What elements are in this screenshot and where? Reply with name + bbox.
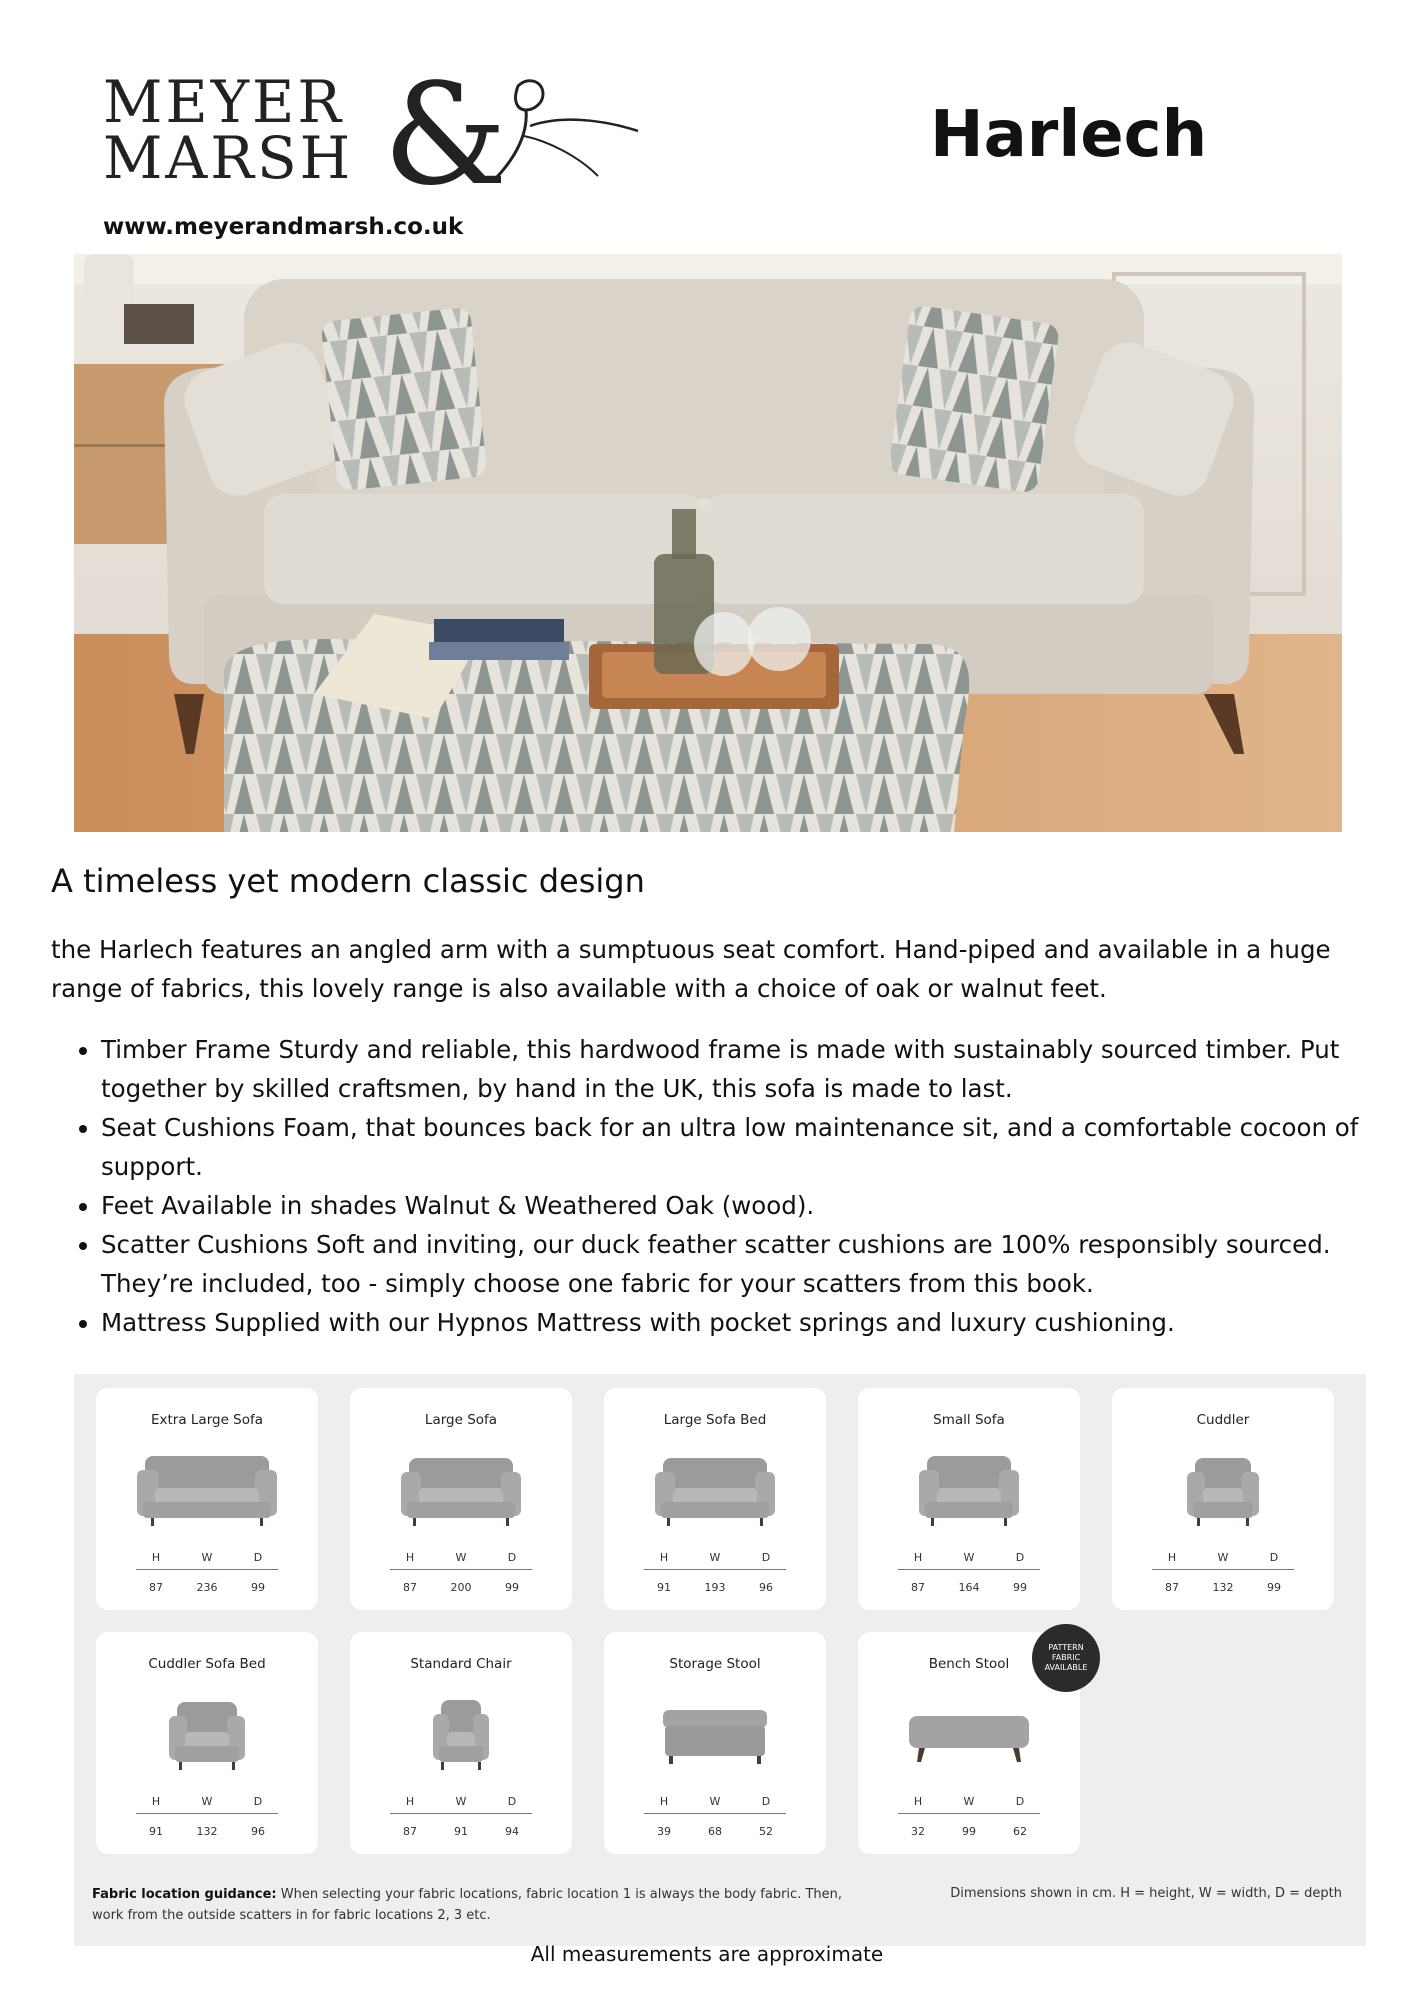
header-depth: D xyxy=(507,1551,517,1564)
header-width: W xyxy=(201,1551,213,1564)
model-card-large-sofa-bed xyxy=(604,1388,826,1610)
value-depth: 96 xyxy=(251,1825,265,1838)
feature-item: • Feet Available in shades Walnut & Weathered Oak (wood). xyxy=(101,1186,1361,1225)
header-height: H xyxy=(1167,1551,1177,1564)
dimension-header xyxy=(644,1551,786,1564)
value-width: 132 xyxy=(196,1825,218,1838)
dimensions-note: Dimensions shown in cm. H = height, W = width, D = depth xyxy=(950,1886,1342,1901)
dimension-header xyxy=(136,1795,278,1808)
dimension-divider xyxy=(136,1569,278,1570)
feature-item: • Timber Frame Sturdy and reliable, this hardwood frame is made with sustainably sourced timber. Put together by skilled craftsmen, by hand in the UK, this sofa is made to last. xyxy=(101,1030,1361,1108)
dimension-header xyxy=(1152,1551,1294,1564)
dimension-header xyxy=(390,1551,532,1564)
guidance-label: Fabric location guidance: xyxy=(92,1887,277,1902)
header-height: H xyxy=(151,1551,161,1564)
value-width: 200 xyxy=(450,1581,472,1594)
dimension-header xyxy=(898,1795,1040,1808)
dimension-values xyxy=(644,1581,786,1594)
header-width: W xyxy=(963,1795,975,1808)
dimension-header xyxy=(136,1551,278,1564)
model-card-cuddler xyxy=(1112,1388,1334,1610)
value-width: 164 xyxy=(958,1581,980,1594)
model-name: Small Sofa xyxy=(933,1412,1005,1428)
header-depth: D xyxy=(1015,1795,1025,1808)
cuddler-sofa-bed-icon xyxy=(117,1684,297,1774)
storage-stool-icon xyxy=(625,1684,805,1774)
value-width: 99 xyxy=(962,1825,976,1838)
model-name: Bench Stool xyxy=(928,1656,1010,1672)
dimension-values xyxy=(390,1825,532,1838)
header-width: W xyxy=(455,1551,467,1564)
cuddler-icon xyxy=(1133,1440,1313,1530)
model-name: Extra Large Sofa xyxy=(150,1412,264,1428)
value-depth: 99 xyxy=(1267,1581,1281,1594)
two-half-seat-sofa-icon xyxy=(371,1440,551,1530)
header-depth: D xyxy=(1015,1551,1025,1564)
header-depth: D xyxy=(507,1795,517,1808)
header-height: H xyxy=(151,1795,161,1808)
header-width: W xyxy=(709,1795,721,1808)
header-depth: D xyxy=(253,1795,263,1808)
two-seat-sofa-icon xyxy=(879,1440,1059,1530)
three-seat-sofa-icon xyxy=(117,1440,297,1530)
badge-line-3: AVAILABLE xyxy=(1044,1663,1088,1672)
dimension-header xyxy=(644,1795,786,1808)
tulip-icon xyxy=(488,76,648,186)
fabric-guidance xyxy=(92,1884,852,1926)
logo-line-1: MEYER xyxy=(103,68,345,136)
value-depth: 62 xyxy=(1013,1825,1027,1838)
value-width: 193 xyxy=(704,1581,726,1594)
header-width: W xyxy=(455,1795,467,1808)
model-name: Large Sofa xyxy=(424,1412,498,1428)
header-depth: D xyxy=(1269,1551,1279,1564)
header-width: W xyxy=(709,1551,721,1564)
product-title: Harlech xyxy=(930,98,1208,172)
value-depth: 52 xyxy=(759,1825,773,1838)
header-width: W xyxy=(1217,1551,1229,1564)
feature-item: • Mattress Supplied with our Hypnos Mattress with pocket springs and luxury cushioning. xyxy=(101,1303,1361,1342)
dimension-divider xyxy=(136,1813,278,1814)
dimension-values xyxy=(1152,1581,1294,1594)
dimension-divider xyxy=(898,1813,1040,1814)
model-card-standard-chair xyxy=(350,1632,572,1854)
hero-image xyxy=(74,254,1342,832)
dimension-values xyxy=(390,1581,532,1594)
intro-paragraph: the Harlech features an angled arm with a sumptuous seat comfort. Hand-piped and available in a huge range of fabrics, this lovely range is also available with a choice of oak or walnut feet. xyxy=(51,935,1331,1003)
footer-note: All measurements are approximate xyxy=(530,1942,884,1966)
model-name: Cuddler Sofa Bed xyxy=(148,1656,266,1672)
value-depth: 96 xyxy=(759,1581,773,1594)
badge-line-2: FABRIC xyxy=(1051,1653,1081,1662)
dimension-divider xyxy=(390,1813,532,1814)
model-name: Cuddler xyxy=(1196,1412,1250,1428)
tagline: A timeless yet modern classic design xyxy=(51,862,645,900)
badge-line-1: PATTERN xyxy=(1048,1643,1084,1652)
value-height: 87 xyxy=(403,1581,417,1594)
logo-ampersand: & xyxy=(383,54,508,217)
brand-logo xyxy=(103,54,563,217)
dimension-divider xyxy=(644,1569,786,1570)
dimension-divider xyxy=(390,1569,532,1570)
model-card-cuddler-sofa-bed xyxy=(96,1632,318,1854)
logo-wordmark xyxy=(103,68,354,192)
header-width: W xyxy=(201,1795,213,1808)
dimension-values xyxy=(898,1825,1040,1838)
dimension-values xyxy=(644,1825,786,1838)
header-height: H xyxy=(405,1551,415,1564)
value-depth: 99 xyxy=(251,1581,265,1594)
armchair-icon xyxy=(371,1684,551,1774)
feature-item: • Seat Cushions Foam, that bounces back for an ultra low maintenance sit, and a comfortable cocoon of support. xyxy=(101,1108,1361,1186)
header-depth: D xyxy=(253,1551,263,1564)
value-width: 236 xyxy=(196,1581,218,1594)
model-name: Storage Stool xyxy=(669,1656,761,1672)
value-height: 39 xyxy=(657,1825,671,1838)
model-card-storage-stool xyxy=(604,1632,826,1854)
value-width: 68 xyxy=(708,1825,722,1838)
sofa-bed-icon xyxy=(625,1440,805,1530)
logo-line-2: MARSH xyxy=(103,124,354,192)
dimension-header xyxy=(898,1551,1040,1564)
value-height: 32 xyxy=(911,1825,925,1838)
value-width: 132 xyxy=(1212,1581,1234,1594)
header-height: H xyxy=(659,1795,669,1808)
dimension-header xyxy=(390,1795,532,1808)
value-depth: 99 xyxy=(1013,1581,1027,1594)
header-height: H xyxy=(405,1795,415,1808)
model-card-small-sofa xyxy=(858,1388,1080,1610)
dimension-values xyxy=(136,1825,278,1838)
dimension-values xyxy=(136,1581,278,1594)
header-depth: D xyxy=(761,1551,771,1564)
value-height: 87 xyxy=(911,1581,925,1594)
value-width: 91 xyxy=(454,1825,468,1838)
bench-stool-icon xyxy=(879,1684,1059,1774)
header-height: H xyxy=(659,1551,669,1564)
value-height: 87 xyxy=(1165,1581,1179,1594)
guidance-text: When selecting your fabric locations, fabric location 1 is always the body fabric. Then, work from the outside scatters in for fabric locations 2, 3 etc. xyxy=(92,1887,843,1923)
model-card-extra-large-sofa xyxy=(96,1388,318,1610)
model-name: Large Sofa Bed xyxy=(663,1412,767,1428)
value-height: 91 xyxy=(149,1825,163,1838)
range-panel xyxy=(74,1374,1366,1946)
pattern-fabric-badge xyxy=(1032,1624,1100,1692)
header-depth: D xyxy=(761,1795,771,1808)
value-height: 91 xyxy=(657,1581,671,1594)
feature-item: • Scatter Cushions Soft and inviting, our duck feather scatter cushions are 100% responsibly sourced. They’re included, too - simply choose one fabric for your scatters from this book. xyxy=(101,1225,1361,1303)
feature-list xyxy=(51,1030,1361,1342)
header-width: W xyxy=(963,1551,975,1564)
dimension-divider xyxy=(1152,1569,1294,1570)
value-depth: 94 xyxy=(505,1825,519,1838)
header-height: H xyxy=(913,1795,923,1808)
model-card-large-sofa xyxy=(350,1388,572,1610)
model-name: Standard Chair xyxy=(410,1656,512,1672)
header-height: H xyxy=(913,1551,923,1564)
website-url: www.meyerandmarsh.co.uk xyxy=(103,214,464,240)
value-depth: 99 xyxy=(505,1581,519,1594)
value-height: 87 xyxy=(403,1825,417,1838)
dimension-divider xyxy=(898,1569,1040,1570)
dimension-divider xyxy=(644,1813,786,1814)
value-height: 87 xyxy=(149,1581,163,1594)
dimension-values xyxy=(898,1581,1040,1594)
